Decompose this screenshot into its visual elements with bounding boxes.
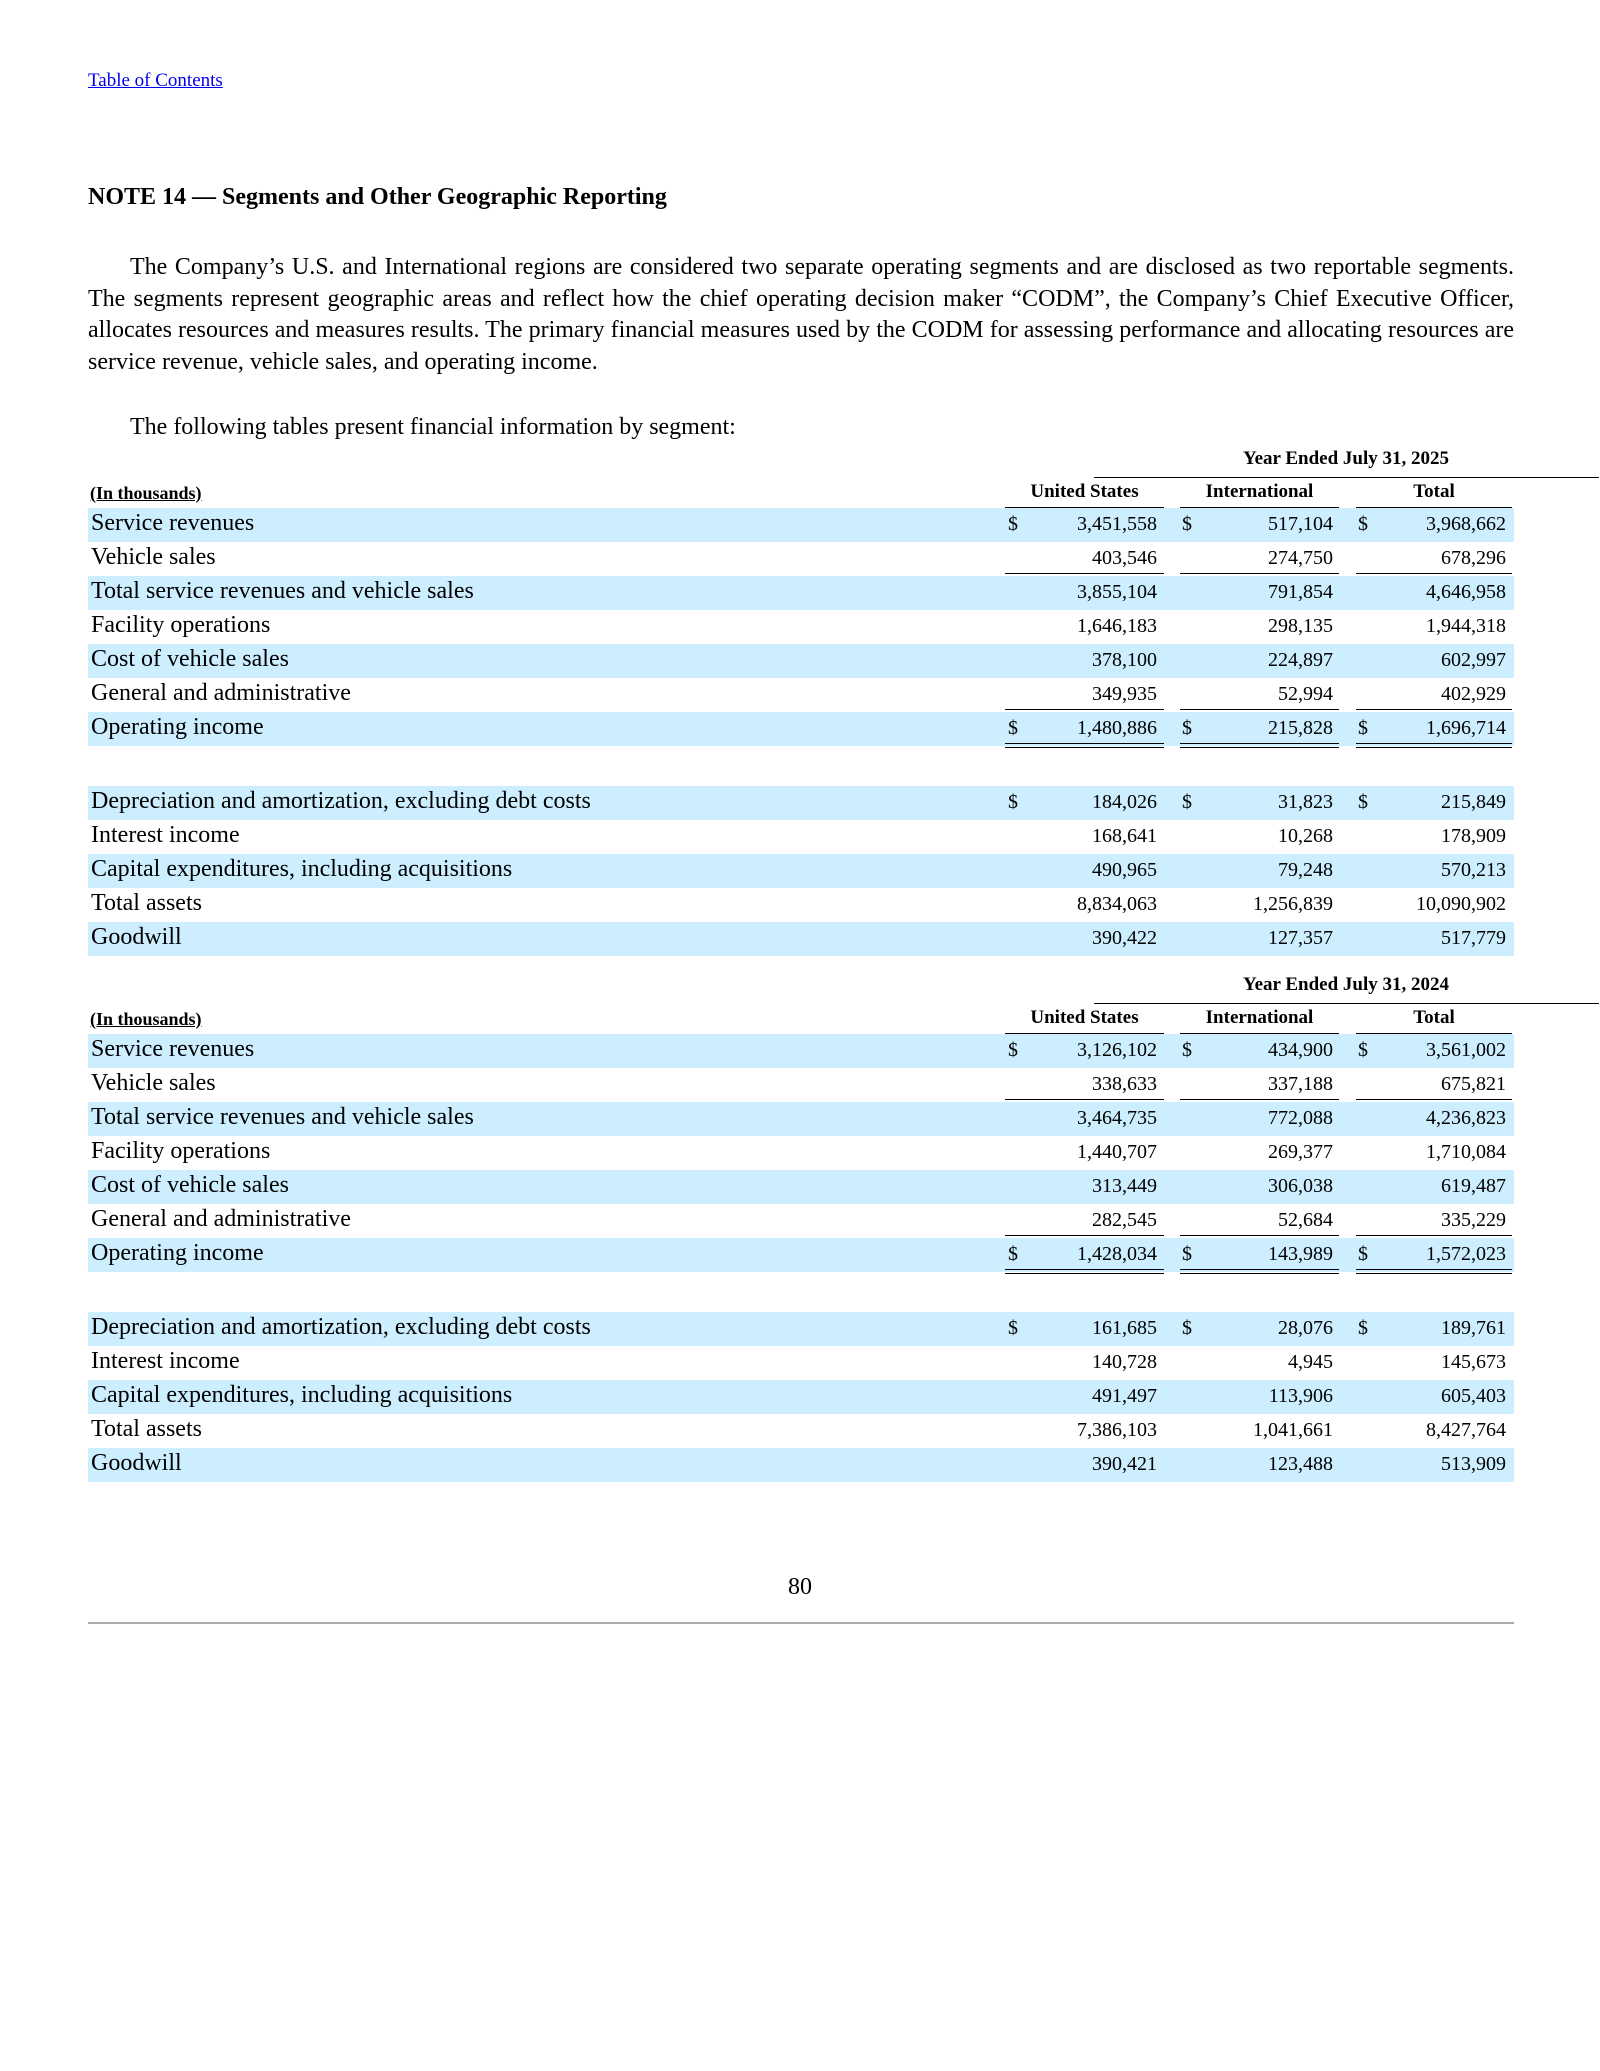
table-row [88, 1380, 1514, 1414]
value-cell: 1,428,034 [1077, 1243, 1157, 1265]
row-label: Service revenues [91, 510, 255, 536]
value-cell: 274,750 [1268, 547, 1333, 569]
sum-rule [1356, 1269, 1512, 1270]
year-header: Year Ended July 31, 2024 [1242, 974, 1450, 995]
value-cell: 8,834,063 [1077, 893, 1157, 915]
unit-label: (In thousands) [90, 1009, 202, 1029]
value-cell: 517,779 [1441, 927, 1506, 949]
sum-rule [1356, 747, 1512, 748]
row-label: Total service revenues and vehicle sales [91, 578, 474, 604]
value-cell: 127,357 [1268, 927, 1333, 949]
table-row [88, 508, 1514, 542]
value-cell: 189,761 [1441, 1317, 1506, 1339]
value-cell: 113,906 [1268, 1385, 1333, 1407]
currency-symbol: $ [1182, 1039, 1192, 1061]
currency-symbol: $ [1008, 1317, 1018, 1339]
currency-symbol: $ [1182, 1317, 1192, 1339]
sum-rule [1005, 709, 1164, 710]
value-cell: 52,994 [1278, 683, 1333, 705]
sum-rule [1180, 1235, 1339, 1236]
table-row [88, 1034, 1514, 1068]
column-header-row [88, 481, 1514, 507]
value-cell: 338,633 [1092, 1073, 1157, 1095]
currency-symbol: $ [1358, 1243, 1368, 1265]
sum-rule [1356, 573, 1512, 574]
currency-symbol: $ [1182, 513, 1192, 535]
value-cell: 140,728 [1092, 1351, 1157, 1373]
column-header-united-states: United States [1030, 481, 1139, 502]
table-row [88, 1170, 1514, 1204]
value-cell: 4,646,958 [1426, 581, 1506, 603]
table-row [88, 786, 1514, 820]
unit-label: (In thousands) [90, 483, 202, 503]
table-row [88, 610, 1514, 644]
value-cell: 1,480,886 [1077, 717, 1157, 739]
column-header-total: Total [1413, 481, 1455, 502]
value-cell: 8,427,764 [1426, 1419, 1506, 1441]
table-row [88, 1346, 1514, 1380]
value-cell: 434,900 [1268, 1039, 1333, 1061]
sum-rule [1180, 1099, 1339, 1100]
table-row [88, 1238, 1514, 1272]
value-cell: 31,823 [1278, 791, 1333, 813]
currency-symbol: $ [1008, 717, 1018, 739]
currency-symbol: $ [1182, 791, 1192, 813]
value-cell: 378,100 [1092, 649, 1157, 671]
sum-rule [1356, 1099, 1512, 1100]
value-cell: 1,440,707 [1077, 1141, 1157, 1163]
sum-rule [1356, 743, 1512, 744]
currency-symbol: $ [1358, 1317, 1368, 1339]
value-cell: 3,126,102 [1077, 1039, 1157, 1061]
row-label: Cost of vehicle sales [91, 1172, 289, 1198]
sum-rule [1005, 1273, 1164, 1274]
value-cell: 619,487 [1441, 1175, 1506, 1197]
value-cell: 570,213 [1441, 859, 1506, 881]
table-row [88, 1136, 1514, 1170]
tables-intro-paragraph: The following tables present financial information by segment: [130, 414, 736, 440]
currency-symbol: $ [1358, 791, 1368, 813]
sum-rule [1356, 709, 1512, 710]
section-spacer [88, 1272, 1514, 1312]
value-cell: 52,684 [1278, 1209, 1333, 1231]
table-row [88, 1414, 1514, 1448]
value-cell: 337,188 [1268, 1073, 1333, 1095]
value-cell: 215,828 [1268, 717, 1333, 739]
column-header-international: International [1205, 1007, 1314, 1028]
sum-rule [1005, 747, 1164, 748]
sum-rule [1180, 1269, 1339, 1270]
value-cell: 1,646,183 [1077, 615, 1157, 637]
table-row [88, 1102, 1514, 1136]
row-label: Total assets [91, 890, 202, 916]
value-cell: 215,849 [1441, 791, 1506, 813]
value-cell: 313,449 [1092, 1175, 1157, 1197]
row-label: Facility operations [91, 612, 271, 638]
row-label: General and administrative [91, 1206, 351, 1232]
row-label: Facility operations [91, 1138, 271, 1164]
table-body [88, 1034, 1514, 1482]
value-cell: 513,909 [1441, 1453, 1506, 1475]
value-cell: 1,572,023 [1426, 1243, 1506, 1265]
sum-rule [1005, 1099, 1164, 1100]
value-cell: 3,464,735 [1077, 1107, 1157, 1129]
value-cell: 306,038 [1268, 1175, 1333, 1197]
sum-rule [1180, 573, 1339, 574]
row-label: Vehicle sales [91, 544, 216, 570]
value-cell: 184,026 [1092, 791, 1157, 813]
table-body [88, 508, 1514, 956]
value-cell: 390,421 [1092, 1453, 1157, 1475]
currency-symbol: $ [1008, 791, 1018, 813]
row-label: Total assets [91, 1416, 202, 1442]
value-cell: 7,386,103 [1077, 1419, 1157, 1441]
page-number: 80 [788, 1574, 812, 1600]
value-cell: 602,997 [1441, 649, 1506, 671]
row-label: Cost of vehicle sales [91, 646, 289, 672]
table-row [88, 644, 1514, 678]
value-cell: 28,076 [1278, 1317, 1333, 1339]
currency-symbol: $ [1182, 1243, 1192, 1265]
value-cell: 4,236,823 [1426, 1107, 1506, 1129]
value-cell: 282,545 [1092, 1209, 1157, 1231]
value-cell: 224,897 [1268, 649, 1333, 671]
sum-rule [1005, 573, 1164, 574]
row-label: Goodwill [91, 924, 182, 950]
sum-rule [1356, 1273, 1512, 1274]
value-cell: 3,451,558 [1077, 513, 1157, 535]
value-cell: 390,422 [1092, 927, 1157, 949]
table-row [88, 922, 1514, 956]
value-cell: 1,710,084 [1426, 1141, 1506, 1163]
row-label: Capital expenditures, including acquisitions [91, 1382, 513, 1408]
row-label: Operating income [91, 1240, 264, 1266]
value-cell: 335,229 [1441, 1209, 1506, 1231]
sum-rule [1356, 1235, 1512, 1236]
table-row [88, 854, 1514, 888]
value-cell: 772,088 [1268, 1107, 1333, 1129]
row-label: Depreciation and amortization, excluding debt costs [91, 1314, 591, 1340]
column-header-united-states: United States [1030, 1007, 1139, 1028]
column-header-international: International [1205, 481, 1314, 502]
table-row [88, 1204, 1514, 1238]
value-cell: 791,854 [1268, 581, 1333, 603]
year-header-rule [1094, 477, 1599, 478]
row-label: Goodwill [91, 1450, 182, 1476]
row-label: Service revenues [91, 1036, 255, 1062]
currency-symbol: $ [1182, 717, 1192, 739]
row-label: Total service revenues and vehicle sales [91, 1104, 474, 1130]
value-cell: 402,929 [1441, 683, 1506, 705]
currency-symbol: $ [1008, 1039, 1018, 1061]
row-label: Vehicle sales [91, 1070, 216, 1096]
value-cell: 349,935 [1092, 683, 1157, 705]
value-cell: 1,041,661 [1253, 1419, 1333, 1441]
sum-rule [1005, 743, 1164, 744]
section-spacer [88, 746, 1514, 786]
value-cell: 10,268 [1278, 825, 1333, 847]
value-cell: 490,965 [1092, 859, 1157, 881]
row-label: General and administrative [91, 680, 351, 706]
table-of-contents-link[interactable]: Table of Contents [88, 70, 223, 91]
value-cell: 10,090,902 [1416, 893, 1506, 915]
table-row [88, 1448, 1514, 1482]
sum-rule [1180, 1273, 1339, 1274]
currency-symbol: $ [1008, 513, 1018, 535]
currency-symbol: $ [1358, 717, 1368, 739]
currency-symbol: $ [1008, 1243, 1018, 1265]
value-cell: 298,135 [1268, 615, 1333, 637]
value-cell: 3,561,002 [1426, 1039, 1506, 1061]
value-cell: 3,968,662 [1426, 513, 1506, 535]
table-row [88, 712, 1514, 746]
value-cell: 143,989 [1268, 1243, 1333, 1265]
value-cell: 178,909 [1441, 825, 1506, 847]
sum-rule [1005, 1235, 1164, 1236]
value-cell: 1,944,318 [1426, 615, 1506, 637]
row-label: Depreciation and amortization, excluding debt costs [91, 788, 591, 814]
currency-symbol: $ [1358, 513, 1368, 535]
currency-symbol: $ [1358, 1039, 1368, 1061]
page-footer-rule [88, 1622, 1514, 1624]
column-header-total: Total [1413, 1007, 1455, 1028]
value-cell: 269,377 [1268, 1141, 1333, 1163]
value-cell: 517,104 [1268, 513, 1333, 535]
value-cell: 1,256,839 [1253, 893, 1333, 915]
value-cell: 403,546 [1092, 547, 1157, 569]
sum-rule [1180, 743, 1339, 744]
row-label: Interest income [91, 822, 240, 848]
value-cell: 145,673 [1441, 1351, 1506, 1373]
table-row [88, 542, 1514, 576]
table-row [88, 1068, 1514, 1102]
value-cell: 161,685 [1092, 1317, 1157, 1339]
sum-rule [1005, 1269, 1164, 1270]
value-cell: 491,497 [1092, 1385, 1157, 1407]
table-row [88, 1312, 1514, 1346]
sum-rule [1180, 747, 1339, 748]
value-cell: 678,296 [1441, 547, 1506, 569]
value-cell: 4,945 [1288, 1351, 1333, 1373]
year-header: Year Ended July 31, 2025 [1242, 448, 1450, 469]
value-cell: 605,403 [1441, 1385, 1506, 1407]
table-row [88, 576, 1514, 610]
value-cell: 79,248 [1278, 859, 1333, 881]
intro-paragraph: The Company’s U.S. and International regions are considered two separate operating segments and are disclosed as two reportable segments. The segments represent geographic areas and reflect how the chief operating decision maker “CODM”, the Company’s Chief Executive Officer, allocates resources and measures results. The primary financial measures used by the CODM for assessing performance and allocating resources are service revenue, vehicle sales, and operating income. [88, 254, 1514, 375]
table-row [88, 678, 1514, 712]
value-cell: 675,821 [1441, 1073, 1506, 1095]
table-row [88, 888, 1514, 922]
note-heading: NOTE 14 — Segments and Other Geographic Reporting [88, 184, 667, 210]
year-header-rule [1094, 1003, 1599, 1004]
row-label: Capital expenditures, including acquisitions [91, 856, 513, 882]
row-label: Operating income [91, 714, 264, 740]
value-cell: 168,641 [1092, 825, 1157, 847]
table-row [88, 820, 1514, 854]
value-cell: 123,488 [1268, 1453, 1333, 1475]
sum-rule [1180, 709, 1339, 710]
value-cell: 3,855,104 [1077, 581, 1157, 603]
column-header-row [88, 1007, 1514, 1033]
row-label: Interest income [91, 1348, 240, 1374]
value-cell: 1,696,714 [1426, 717, 1506, 739]
